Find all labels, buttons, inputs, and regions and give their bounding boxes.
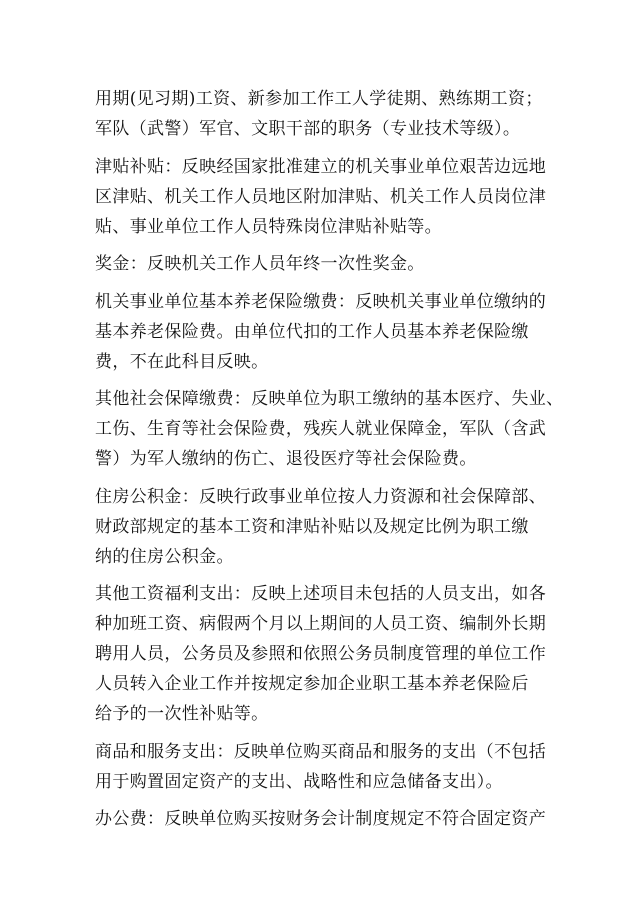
text-line: 工伤、生育等社会保险费，残疾人就业保障金，军队（含武 [95,419,547,439]
paragraph-other-social-security [95,384,564,474]
text-line: 其他工资福利支出：反映上述项目未包括的人员支出，如各 [95,584,547,604]
text-line: 基本养老保险费。由单位代扣的工作人员基本养老保险缴 [95,321,529,342]
text-line: 奖金：反映机关工作人员年终一次性奖金。 [95,254,425,274]
text-line: 用期(见习期)工资、新参加工作工人学徒期、熟练期工资； [95,89,543,109]
paragraph-other-wage-welfare [95,579,545,729]
text-line: 机关事业单位基本养老保险缴费：反映机关事业单位缴纳的 [95,291,547,312]
text-line: 办公费：反映单位购买按财务会计制度规定不符合固定资产 [95,809,547,829]
paragraph-bonus [95,249,545,279]
text-line: 军队（武警）军官、文职干部的职务（专业技术等级）。 [95,119,521,139]
text-line: 商品和服务支出：反映单位购买商品和服务的支出（不包括 [95,741,547,762]
text-line: 贴、事业单位工作人员特殊岗位津贴补贴等。 [95,216,442,237]
text-line: 津贴补贴：反映经国家批准建立的机关事业单位艰苦边远地 [95,156,547,177]
text-line: 种加班工资、病假两个月以上期间的人员工资、编制外长期 [95,614,547,634]
text-line: 住房公积金：反映行政事业单位按人力资源和社会保障部、 [95,486,547,507]
text-line: 用于购置固定资产的支出、战略性和应急储备支出）。 [95,771,503,792]
paragraph-pension-insurance [95,287,545,377]
text-line: 聘用人员，公务员及参照和依照公务员制度管理的单位工作 [95,644,547,664]
text-line: 费，不在此科目反映。 [95,351,269,372]
text-line: 其他社会保障缴费：反映单位为职工缴纳的基本医疗、失业、 [95,389,564,409]
paragraph-office-expenses [95,804,545,834]
paragraph-goods-services [95,737,545,797]
paragraph-allowances [95,152,545,242]
text-line: 警）为军人缴纳的伤亡、退役医疗等社会保险费。 [95,449,477,469]
text-line: 财政部规定的基本工资和津贴补贴以及规定比例为职工缴 [95,516,529,537]
text-line: 纳的住房公积金。 [95,546,234,567]
text-line: 给予的一次性补贴等。 [95,704,269,724]
text-line: 人员转入企业工作并按规定参加企业职工基本养老保险后 [95,674,529,694]
document-body [95,84,564,842]
text-line: 区津贴、机关工作人员地区附加津贴、机关工作人员岗位津 [95,186,547,207]
paragraph-housing-fund [95,482,545,572]
paragraph-wage-continuation [95,84,545,144]
